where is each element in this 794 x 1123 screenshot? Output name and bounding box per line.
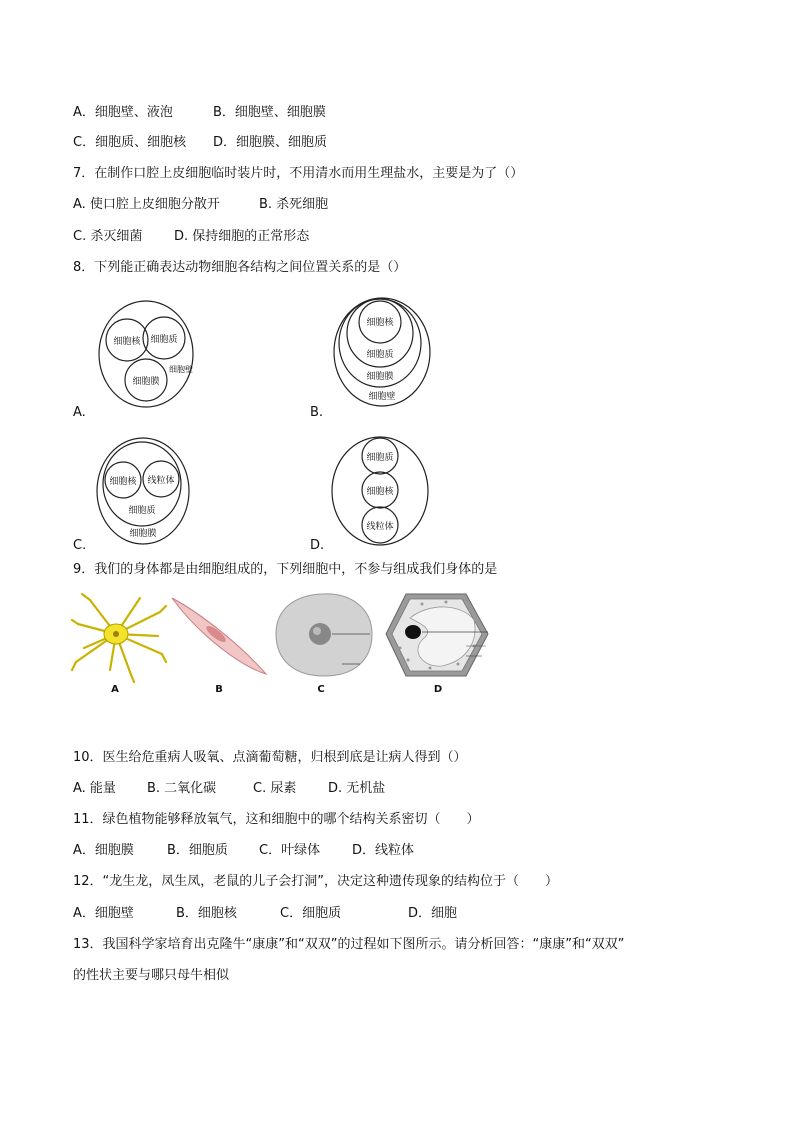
q11-option-b: B．细胞质 [167,843,228,858]
b-wall-label: 细胞壁 [368,392,396,402]
neuron-cell-image [72,594,166,682]
b-cytoplasm-label: 细胞质 [366,350,394,360]
q10-option-a: A. 能量 [73,781,116,796]
q12-stem: 12．“龙生龙，凤生凤，老鼠的儿子会打洞”，决定这种遗传现象的结构位于（ ） [73,874,559,889]
b-membrane-label: 细胞膜 [366,372,394,382]
q9-stem: 9．我们的身体都是由细胞组成的，下列细胞中，不参与组成我们身体的是 [73,562,498,577]
q10-stem: 10．医生给危重病人吸氧、点滴葡萄糖，归根到底是让病人得到（） [73,750,467,765]
d-cytoplasm-label: 细胞质 [366,453,394,463]
q6-option-a: A．细胞壁、液泡 [73,105,173,120]
c-membrane-label: 细胞膜 [129,529,157,539]
q7-option-b: B. 杀死细胞 [259,197,329,212]
q10-option-b: B. 二氧化碳 [147,781,217,796]
b-nucleus-label: 细胞核 [366,318,394,328]
q10-option-c: C. 尿素 [253,781,297,796]
a-cytoplasm-label: 细胞质 [150,335,178,345]
plant-cell-image [386,594,488,676]
q13-stem-line1: 13．我国科学家培育出克隆牛“康康”和“双双”的过程如下图所示。请分析回答：“康康”和“双双” [73,937,625,952]
q12-option-d: D．细胞 [408,906,458,921]
q8-diagram-c [95,436,193,548]
q10-option-d: D. 无机盐 [328,781,386,796]
c-mito-label: 线粒体 [147,476,175,486]
q8-letter-b: B. [310,405,324,420]
q8-diagram-a [96,298,200,416]
q12-option-b: B．细胞核 [176,906,237,921]
q11-option-c: C．叶绿体 [259,843,321,858]
q8-letter-c: C. [73,538,87,553]
q9-cell-images [70,590,490,700]
q6-option-b: B．细胞壁、细胞膜 [213,105,326,120]
q11-stem: 11．绿色植物能够释放氧气，这和细胞中的哪个结构关系密切（ ） [73,812,480,827]
q7-option-d: D. 保持细胞的正常形态 [174,229,310,244]
q11-option-a: A．细胞膜 [73,843,134,858]
a-wall-ellipse [99,301,193,407]
q7-option-c: C. 杀灭细菌 [73,229,143,244]
q8-stem: 8．下列能正确表达动物细胞各结构之间位置关系的是（） [73,260,407,275]
q7-stem: 7．在制作口腔上皮细胞临时装片时，不用清水而用生理盐水，主要是为了（） [73,166,524,181]
q8-diagram-b [332,295,436,409]
d-mito-label: 线粒体 [366,522,394,532]
a-membrane-label: 细胞膜 [132,377,160,387]
a-nucleus-label: 细胞核 [113,337,141,347]
q9-label-c: C [317,684,325,695]
q9-label-a: A [111,684,119,695]
q6-option-d: D．细胞膜、细胞质 [213,135,328,150]
a-wall-label: 细胞壁 [169,365,193,374]
muscle-cell-image [172,598,266,674]
q8-letter-a: A. [73,405,86,420]
q9-label-d: D [433,684,443,695]
q9-label-b: B [215,684,223,695]
round-cell-image [276,594,372,676]
q11-option-d: D．线粒体 [352,843,415,858]
c-nucleus-label: 细胞核 [109,477,137,487]
q12-option-a: A．细胞壁 [73,906,134,921]
q12-option-c: C．细胞质 [280,906,342,921]
q7-option-a: A. 使口腔上皮细胞分散开 [73,197,220,212]
q6-option-c: C．细胞质、细胞核 [73,135,187,150]
q13-stem-line2: 的性状主要与哪只母牛相似 [73,968,230,983]
q8-diagram-d [330,434,434,548]
c-cytoplasm-label: 细胞质 [128,506,156,516]
q8-letter-d: D. [310,538,325,553]
d-nucleus-label: 细胞核 [366,487,394,497]
